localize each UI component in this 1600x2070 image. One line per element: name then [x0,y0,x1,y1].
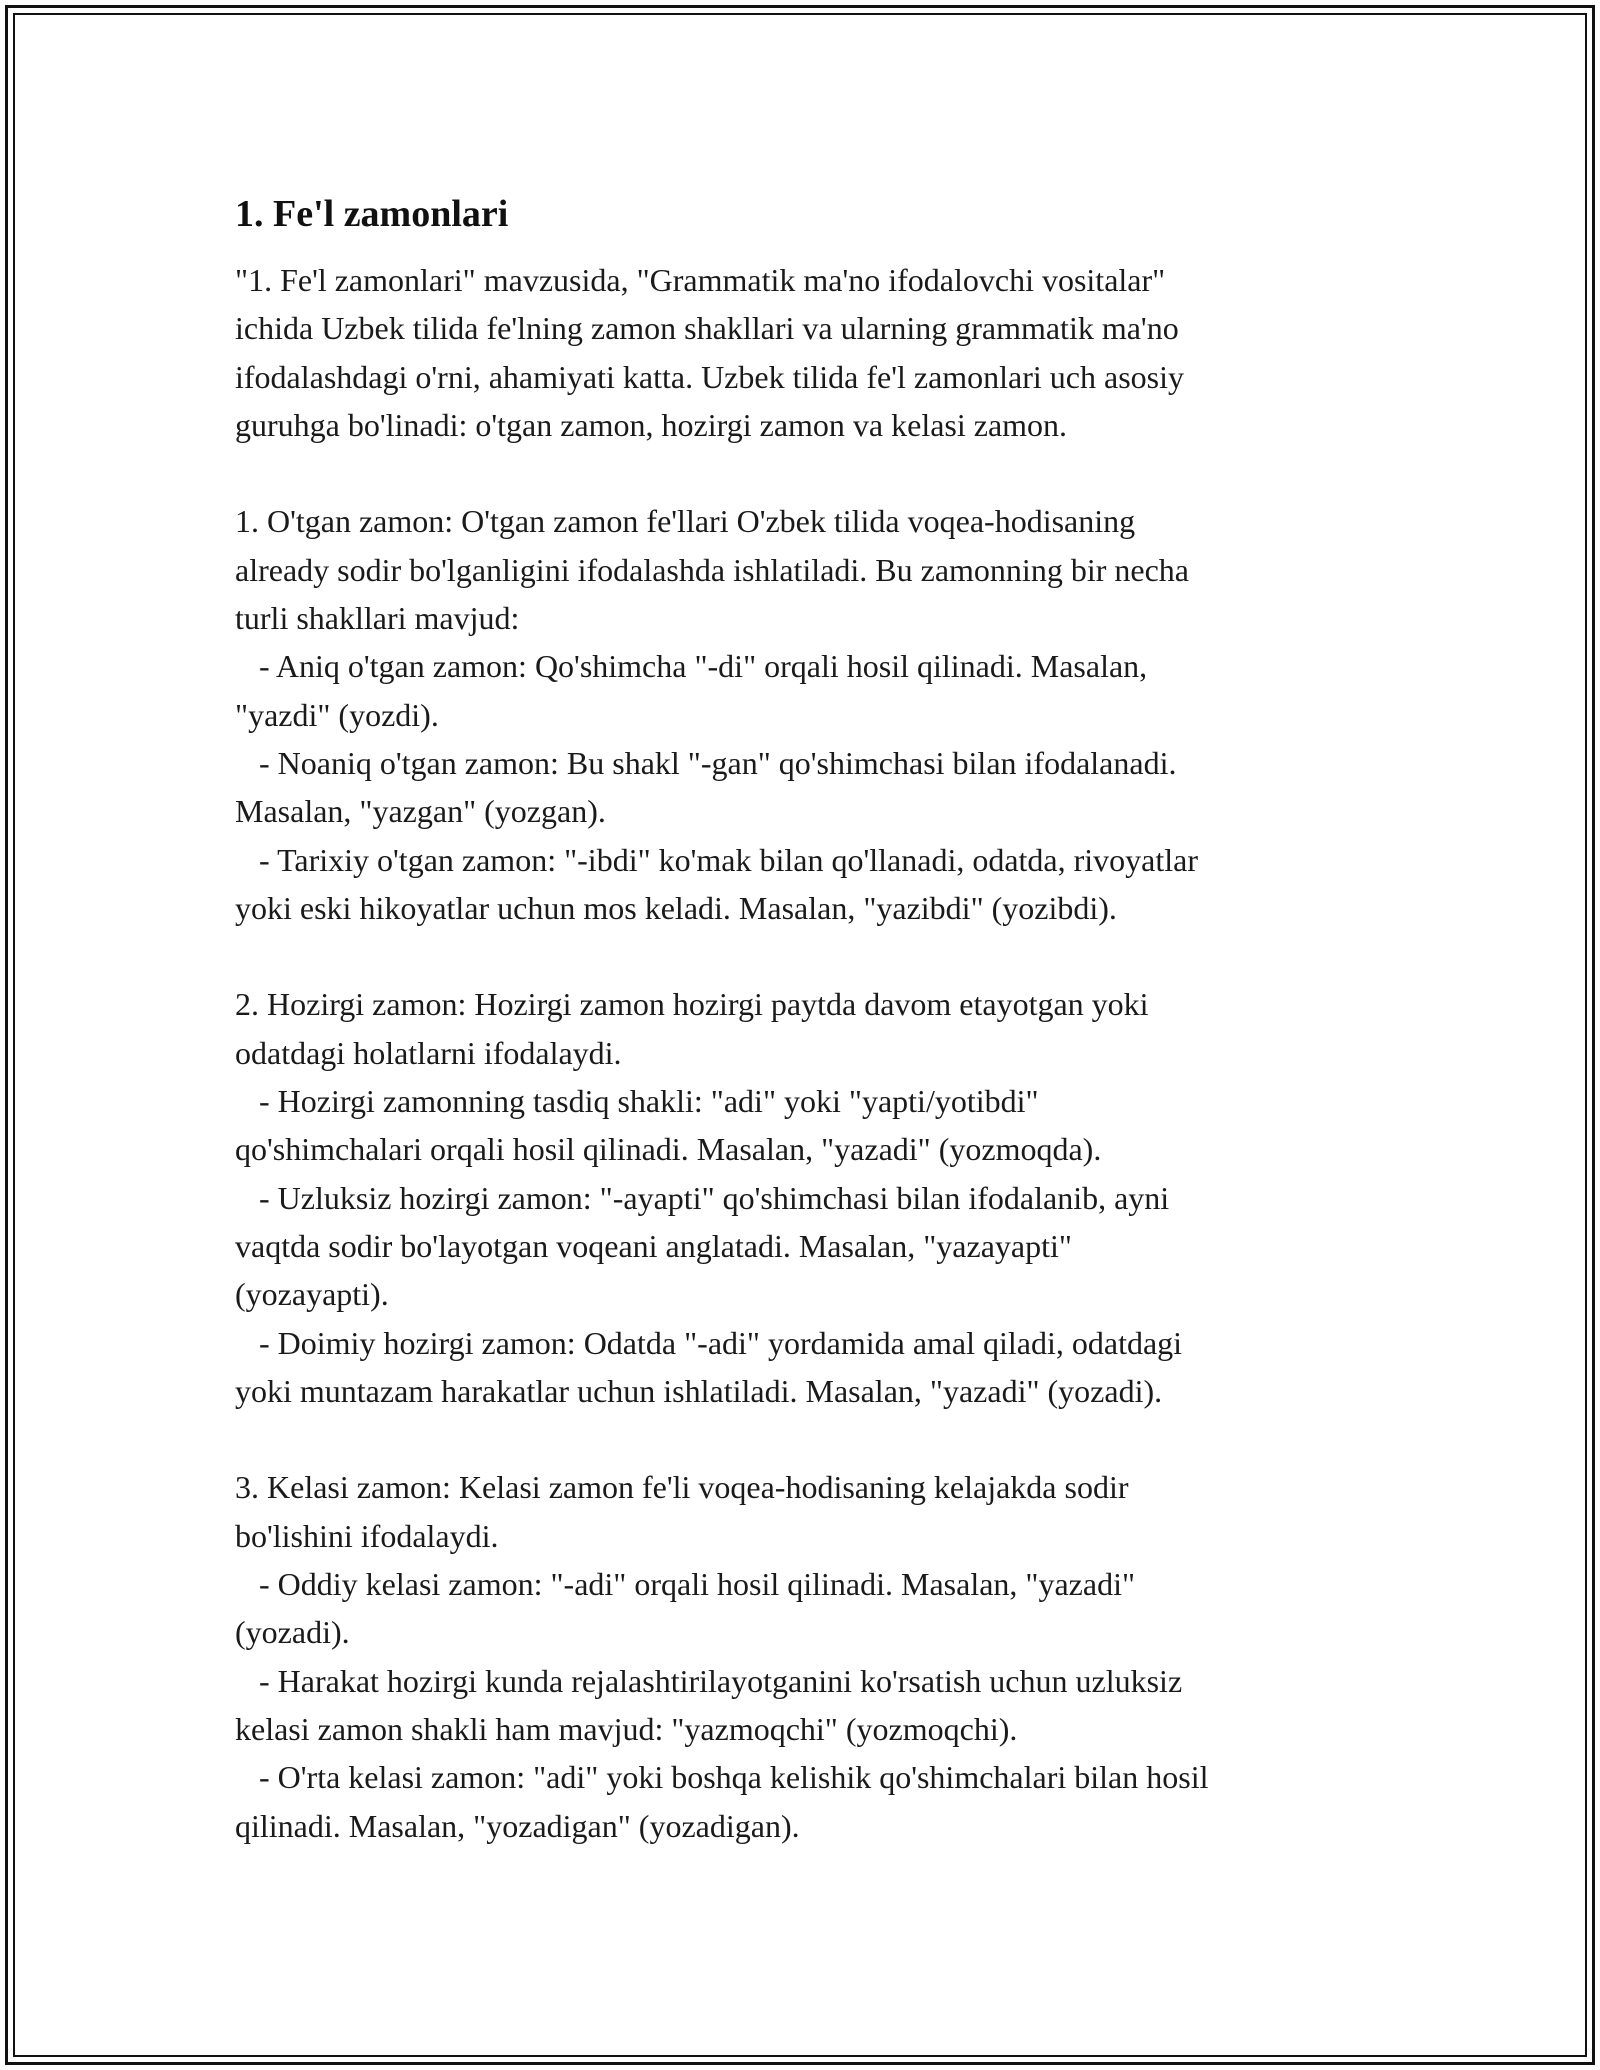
document-content [235,186,1365,1850]
document-body: "1. Fe'l zamonlari" mavzusida, "Grammatik ma'no ifodalovchi vositalar" ichida Uzbek tilida fe'lning zamon shakllari va ularning grammatik ma'no ifodalashdagi o'rni, ahamiyati katta. Uzbek tilida fe'l zamonlari uch asosiy guruhga bo'linadi: o'tgan zamon, hozirgi zamon va kelasi zamon. 1. O'tgan zamon: O'tgan zamon fe'llari O'zbek tilida voqea-hodisaning already sodir bo'lganligini ifodalashda ishlatiladi. Bu zamonning bir necha turli shakllari mavjud: - Aniq o'tgan zamon: Qo'shimcha "-di" orqali hosil qilinadi. Masalan, "yazdi" (yozdi). - Noaniq o'tgan zamon: Bu shakl "-gan" qo'shimchasi bilan ifodalanadi. Masalan, "yazgan" (yozgan). - Tarixiy o'tgan zamon: "-ibdi" ko'mak bilan qo'llanadi, odatda, rivoyatlar yoki eski hikoyatlar uchun mos keladi. Masalan, "yazibdi" (yozibdi). 2. Hozirgi zamon: Hozirgi zamon hozirgi paytda davom etayotgan yoki odatdagi holatlarni ifodalaydi. - Hozirgi zamonning tasdiq shakli: "adi" yoki "yapti/yotibdi" qo'shimchalari orqali hosil qilinadi. Masalan, "yazadi" (yozmoqda). - Uzluksiz hozirgi zamon: "-ayapti" qo'shimchasi bilan ifodalanib, ayni vaqtda sodir bo'layotgan voqeani anglatadi. Masalan, "yazayapti" (yozayapti). - Doimiy hozirgi zamon: Odatda "-adi" yordamida amal qiladi, odatdagi yoki muntazam harakatlar uchun ishlatiladi. Masalan, "yazadi" (yozadi). 3. Kelasi zamon: Kelasi zamon fe'li voqea-hodisaning kelajakda sodir bo'lishini ifodalaydi. - Oddiy kelasi zamon: "-adi" orqali hosil qilinadi. Masalan, "yazadi" (yozadi). - Harakat hozirgi kunda rejalashtirilayotganini ko'rsatish uchun uzluksiz kelasi zamon shakli ham mavjud: "yazmoqchi" (yozmoqchi). - O'rta kelasi zamon: "adi" yoki boshqa kelishik qo'shimchalari bilan hosil qilinadi. Masalan, "yozadigan" (yozadigan). [235,262,1209,1844]
document-title: 1. Fe'l zamonlari [235,193,509,235]
